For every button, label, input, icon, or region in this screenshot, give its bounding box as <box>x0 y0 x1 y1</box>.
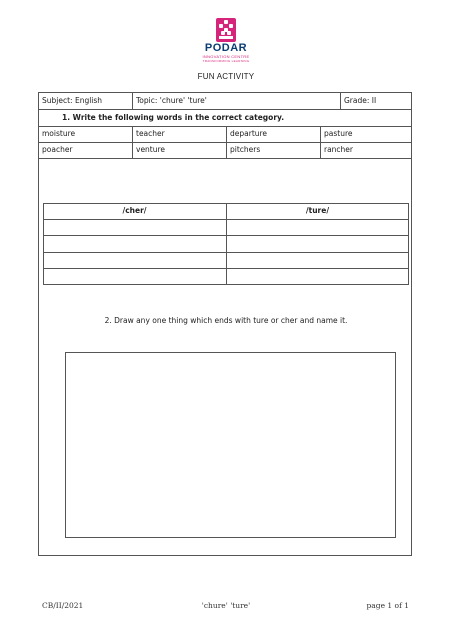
word-cell: moisture <box>42 129 76 138</box>
logo-tree-icon <box>216 18 236 42</box>
grade-label: Grade: <box>344 96 370 105</box>
grade-value: II <box>371 96 377 105</box>
question-1: 1. Write the following words in the correct category. <box>62 113 285 122</box>
word-cell: venture <box>136 145 166 154</box>
footer-topic: 'chure' 'ture' <box>201 601 251 610</box>
logo-subtitle: INNOVATION CENTRE <box>202 54 250 59</box>
question-2: 2. Draw any one thing which ends with ture or cher and name it. <box>104 316 348 325</box>
header-cher: /cher/ <box>122 206 147 215</box>
topic-field <box>136 96 207 106</box>
logo-tagline: TRANSFORMING LEARNING <box>202 59 250 63</box>
word-cell: pitchers <box>230 145 261 154</box>
drawing-box[interactable] <box>65 352 396 538</box>
word-cell: poacher <box>42 145 73 154</box>
word-cell: teacher <box>136 129 165 138</box>
subject-field <box>42 96 102 106</box>
footer-code: CB/II/2021 <box>42 601 84 610</box>
topic-label: Topic: <box>136 96 158 105</box>
subject-label: Subject: <box>42 96 73 105</box>
word-cell: pasture <box>324 129 353 138</box>
page-title: FUN ACTIVITY <box>197 72 255 81</box>
word-cell: departure <box>230 129 268 138</box>
subject-value: English <box>74 96 103 105</box>
footer-page-number: page 1 of 1 <box>366 601 409 610</box>
header-ture: /ture/ <box>305 206 330 215</box>
school-logo <box>196 18 256 63</box>
word-cell: rancher <box>324 145 354 154</box>
grade-field <box>344 96 376 106</box>
logo-name: PODAR <box>204 42 248 54</box>
topic-value: 'chure' 'ture' <box>159 96 207 105</box>
